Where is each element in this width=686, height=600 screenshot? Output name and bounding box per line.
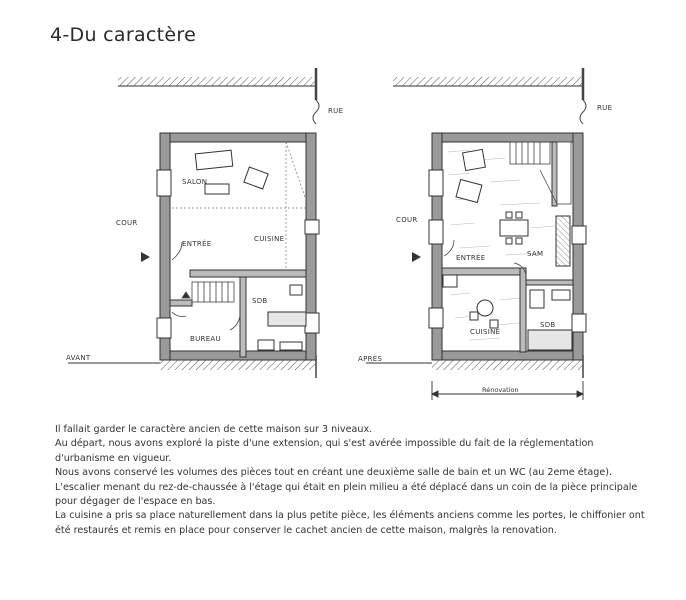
- description: [55, 423, 655, 538]
- doors-before: [172, 242, 240, 330]
- ground-hatch-bottom: [160, 360, 316, 370]
- label-rue-after: RUE: [597, 104, 613, 112]
- label-sdb-before: SDB: [252, 297, 268, 305]
- entrance-arrow-after: [412, 252, 421, 262]
- plan-after: [358, 68, 612, 400]
- label-entree-after: ENTRÉE: [456, 254, 486, 262]
- label-cour-after: COUR: [396, 216, 418, 224]
- label-entree-before: ENTRÉE: [182, 240, 212, 248]
- stairs-before: [182, 282, 234, 302]
- label-sdb-after: SDB: [540, 321, 556, 329]
- description-line: Nous avons conservé les volumes des pièces tout en créant une deuxième salle de bain et un WC (au 2eme étage).: [55, 467, 613, 479]
- street-hatch-top-after: [393, 77, 583, 86]
- page-title: 4-Du caractère: [50, 24, 197, 46]
- floor-texture: [448, 150, 555, 340]
- label-cuisine-after: CUISINE: [470, 328, 501, 336]
- description-line: La cuisine a pris sa place naturellement dans la plus petite pièce, les éléments anciens comme les portes, le chiffonier ont été restaurés et remis en place pour conserver le cachet ancien de cette maison, malgrès la renovation.: [55, 510, 645, 536]
- label-cuisine-before: CUISINE: [254, 235, 285, 243]
- label-renovation: Rénovation: [482, 386, 519, 394]
- street-hatch-top: [118, 77, 316, 86]
- label-apres: APRÈS: [358, 355, 383, 363]
- label-salon: SALON: [182, 178, 208, 186]
- label-bureau: BUREAU: [190, 335, 221, 343]
- label-avant: AVANT: [66, 354, 91, 362]
- entrance-arrow: [141, 252, 150, 262]
- plan-before: [66, 68, 343, 378]
- ground-hatch-bottom-after: [432, 360, 583, 370]
- description-line: L'escalier menant du rez-de-chaussée à l'étage qui était en plein milieu a été déplacé dans un coin de la pièce principale pour dégager de l'espace en bas.: [55, 481, 638, 508]
- dashed-zones: [172, 142, 306, 268]
- label-cour-before: COUR: [116, 219, 138, 227]
- description-line: Au départ, nous avons exploré la piste d'une extension, qui s'est avérée impossible du fait de la réglementation d'urbanisme en vigueur.: [55, 438, 594, 464]
- label-sam: SAM: [527, 250, 544, 258]
- stairs-after: [510, 142, 571, 204]
- description-line: Il fallait garder le caractère ancien de cette maison sur 3 niveaux.: [55, 424, 373, 435]
- furniture-before: [195, 150, 306, 350]
- label-rue-before: RUE: [328, 107, 344, 115]
